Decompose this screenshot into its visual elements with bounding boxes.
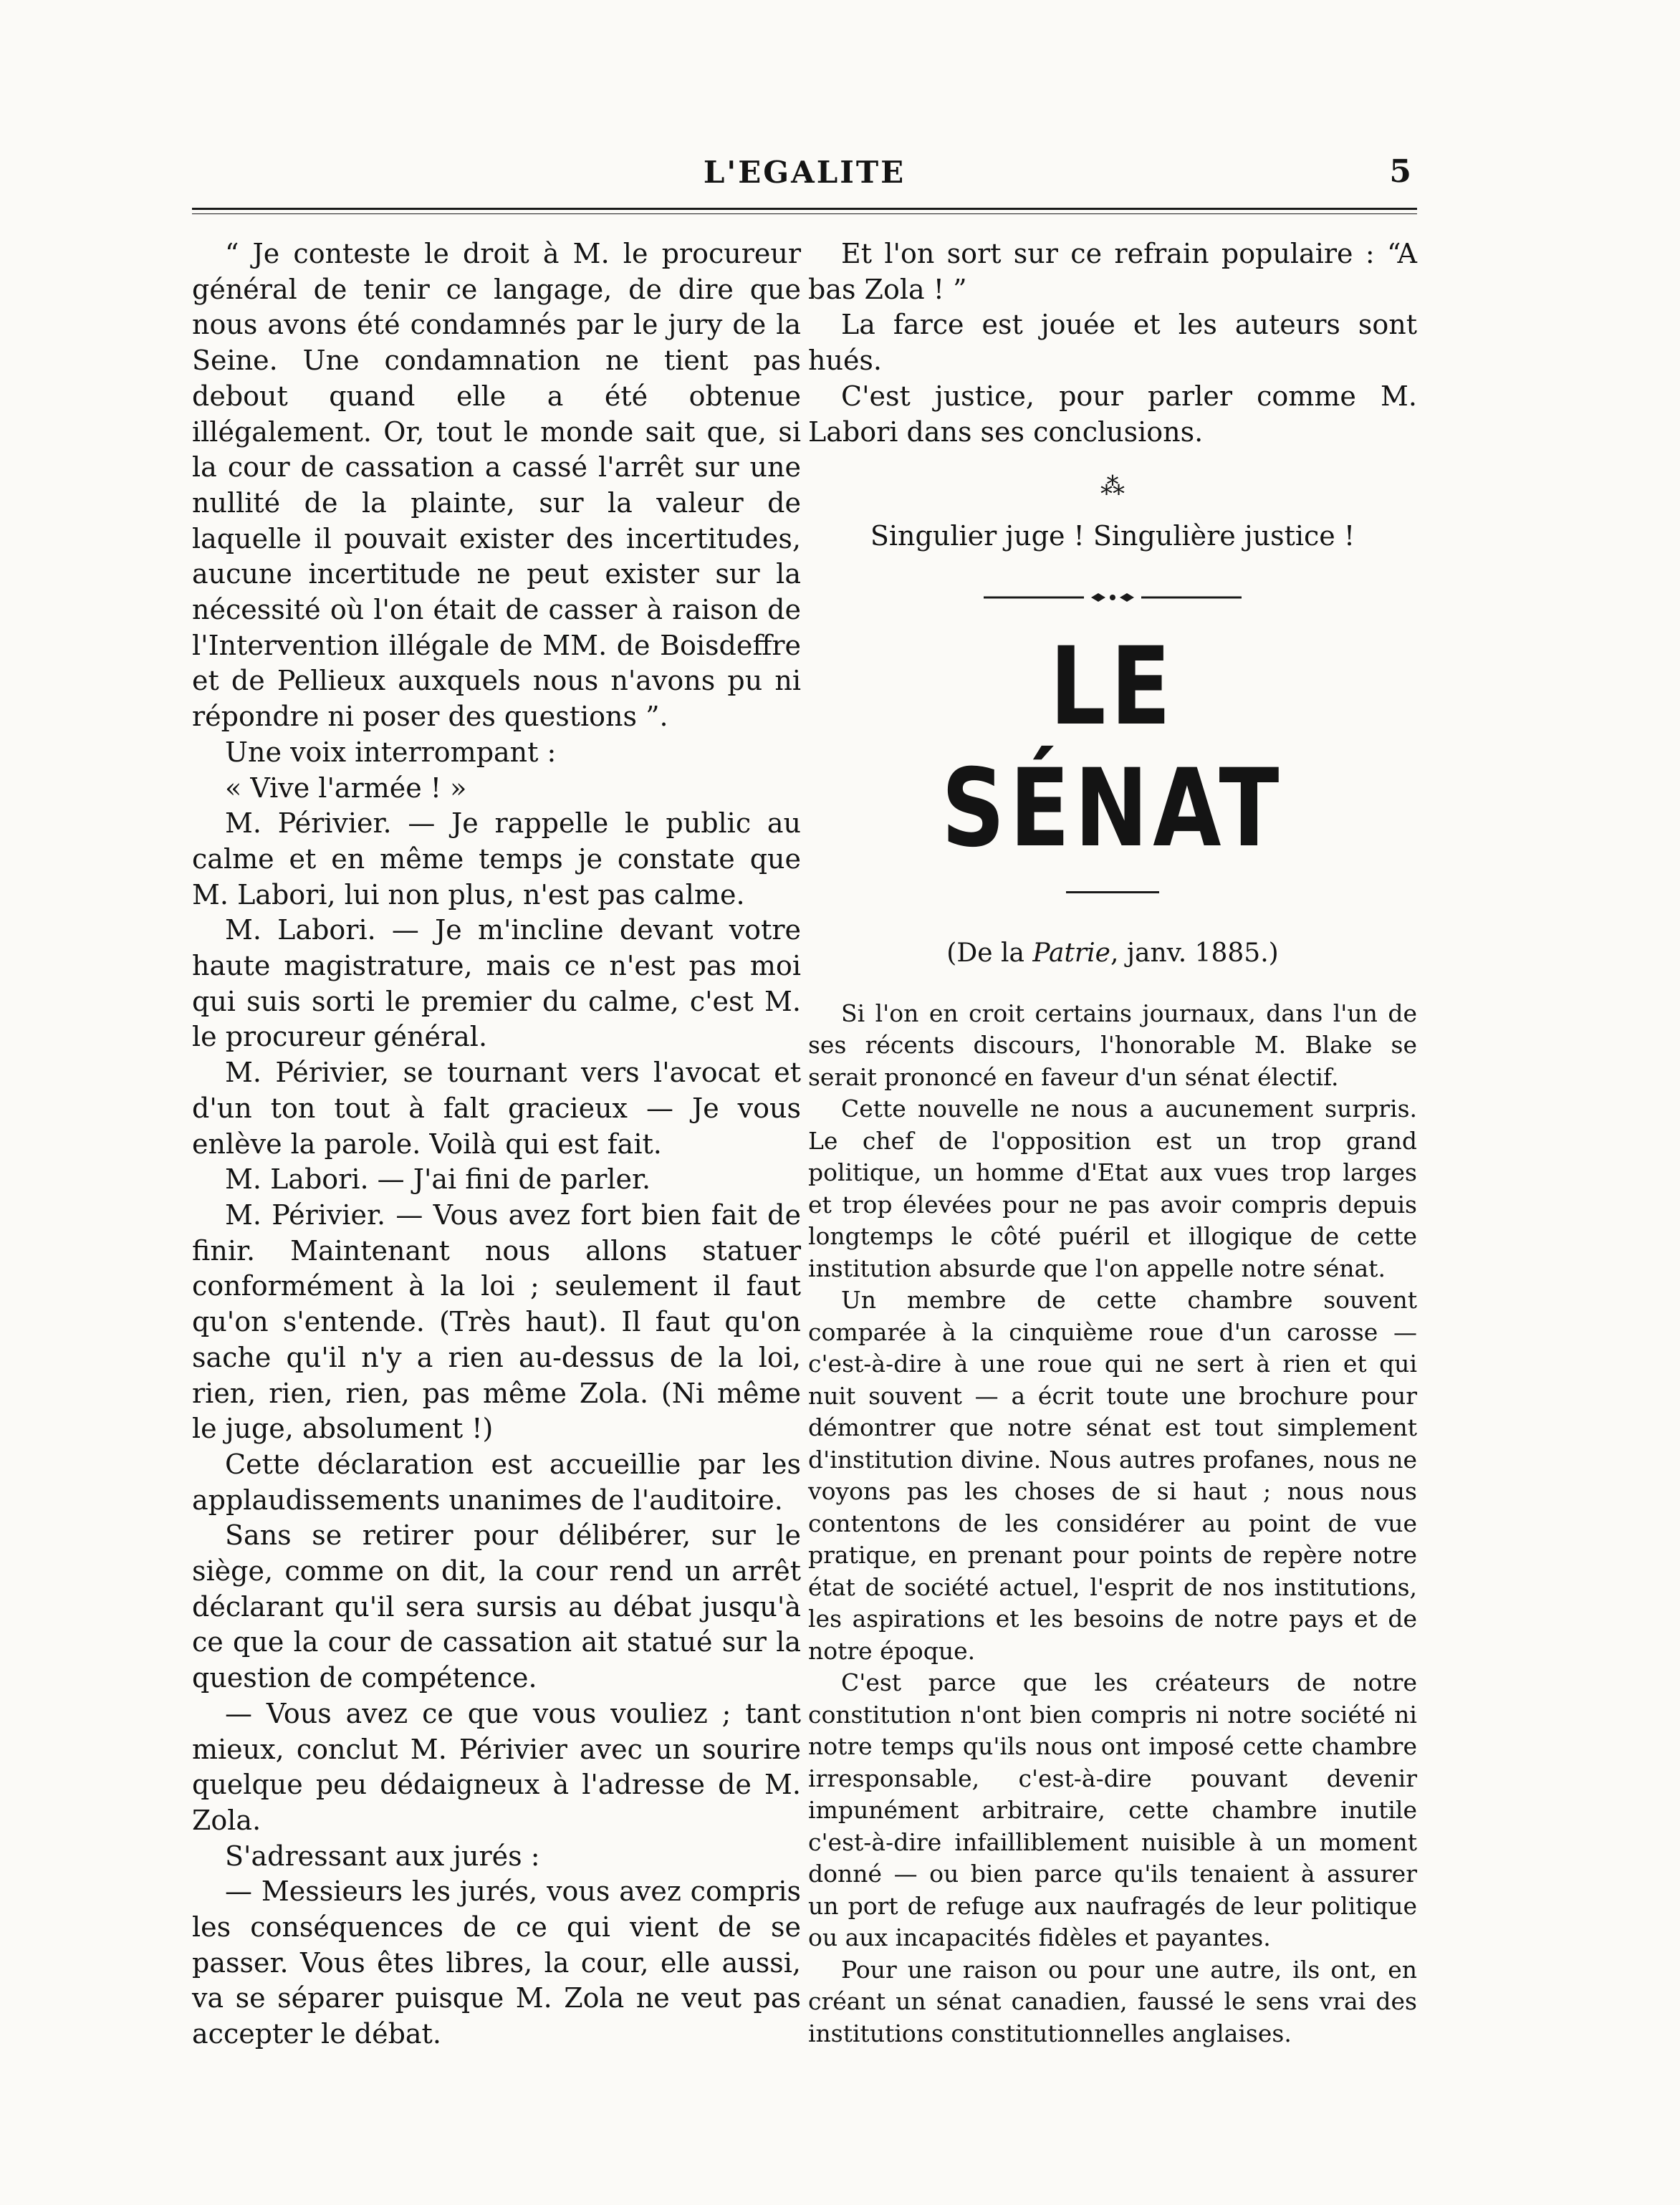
paragraph: S'adressant aux jurés : [225,1840,540,1872]
article-title: LE SÉNAT [941,624,1284,871]
article-source [808,936,1417,971]
article-paragraph: Cette nouvelle ne nous a aucunement surpris. Le chef de l'opposition est un trop grand politique, un homme d'Etat aux vues trop larges et trop élevées pour ne pas avoir compris depuis longtemps le côté puéril et illogique de cette institution absurde que l'on appelle notre sénat. [808,1095,1417,1282]
article-paragraph: C'est parce que les créateurs de notre constitution n'ont bien compris ni notre société ni notre temps qu'ils nous ont imposé cette chambre irresponsable, c'est-à-dire pouvant devenir impunément arbitraire, cette chambre inutile c'est-à-dire infailliblement nuisible à un moment donné — ou bien parce qu'ils tenaient à assurer un port de refuge aux naufragés de leur politique ou aux incapacités fidèles et payantes. [808,1668,1417,1952]
paragraph: Une voix interrompant : [225,736,557,768]
paragraph: Et l'on sort sur ce refrain populaire : “A bas Zola ! ” [808,238,1417,305]
paragraph: La farce est jouée et les auteurs sont hués. [808,309,1417,377]
article-paragraph: Pour une raison ou pour une autre, ils ont, en créant un sénat canadien, faussé le sens vrai des institutions constitutionnelles anglaises. [808,1955,1417,2047]
paragraph: M. Labori. — J'ai fini de parler. [225,1163,651,1196]
paragraph: M. Labori. — Je m'incline devant votre haute magistrature, mais ce n'est pas moi qui suis sorti le premier du calme, c'est M. le procureur général. [192,914,801,1053]
paragraph: M. Périvier, se tournant vers l'avocat et d'un ton tout à falt gracieux — Je vous enlève la parole. Voilà qui est fait. [192,1057,801,1160]
paragraph: — Vous avez ce que vous vouliez ; tant mieux, conclut M. Périvier avec un sourire quelque peu dédaigneux à l'adresse de M. Zola. [192,1697,801,1836]
paragraph: — Messieurs les jurés, vous avez compris les conséquences de ce qui vient de se passer. Vous êtes libres, la cour, elle aussi, va se séparer puisque M. Zola ne veut pas accepter le débat. [192,1875,801,2050]
paragraph: M. Périvier. — Vous avez fort bien fait de finir. Maintenant nous allons statuer conformément à la loi ; seulement il faut qu'on s'entende. (Très haut). Il faut qu'on sache qu'il n'y a rien au-dessus de la loi, rien, rien, rien, pas même Zola. (Ni même le juge, absolument !) [192,1198,801,1445]
header-rule-thin [192,213,1417,214]
right-column [808,236,1417,2050]
paragraph: C'est justice, pour parler comme M. Labori dans ses conclusions. [808,380,1417,448]
closing-line: Singulier juge ! Singulière justice ! [870,520,1355,552]
paragraph: Sans se retirer pour délibérer, sur le siège, comme on dit, la cour rend un arrêt déclarant qu'il sera sursis au débat jusqu'à ce que la cour de cassation ait statué sur la question de compétence. [192,1519,801,1694]
source-suffix: , janv. 1885.) [1110,938,1279,968]
source-prefix: (De la [946,938,1033,968]
header-rule [192,208,1417,210]
running-title: L'EGALITE [703,155,906,190]
paragraph: « Vive l'armée ! » [225,772,467,804]
title-rule [1066,891,1159,893]
left-column [192,236,801,2052]
article-paragraph: Un membre de cette chambre souvent comparée à la cinquième roue d'un carosse — c'est-à-dire à une roue qui ne sert à rien et qui nuit souvent — a écrit toute une brochure pour démontrer que notre sénat est tout simplement d'institution divine. Nous autres profanes, nous ne voyons pas les choses de si haut ; nous nous contentons de les considérer au point de vue pratique, en prenant pour points de repère notre état de société actuel, l'esprit de nos institutions, les aspirations et les besoins de notre pays et de notre époque. [808,1286,1417,1665]
page-number: 5 [1389,153,1411,190]
asterism-divider: ⁂ [1100,472,1125,501]
article-paragraph: Si l'on en croit certains journaux, dans l'un de ses récents discours, l'honorable M. Blake se serait prononcé en faveur d'un sénat électif. [808,999,1417,1091]
source-publication: Patrie [1032,938,1110,968]
paragraph: Cette déclaration est accueillie par les applaudissements unanimes de l'auditoire. [192,1448,801,1516]
ornamental-rule-icon [984,590,1242,605]
paragraph: M. Périvier. — Je rappelle le public au calme et en même temps je constate que M. Labori, lui non plus, n'est pas calme. [192,807,801,911]
page-header [192,150,1417,201]
paragraph: “ Je conteste le droit à M. le procureur général de tenir ce langage, de dire que nous avons été condamnés par le jury de la Seine. Une condamnation ne tient pas debout quand elle a été obtenue illégalement. Or, tout le monde sait que, si la cour de cassation a cassé l'arrêt sur une nullité de la plainte, sur la valeur de laquelle il pouvait exister des incertitudes, aucune incertitude ne peut exister sur la nécessité où l'on était de casser à raison de l'Intervention illégale de MM. de Boisdeffre et de Pellieux auxquels nous n'avons pu ni répondre ni poser des questions ”. [192,238,801,733]
